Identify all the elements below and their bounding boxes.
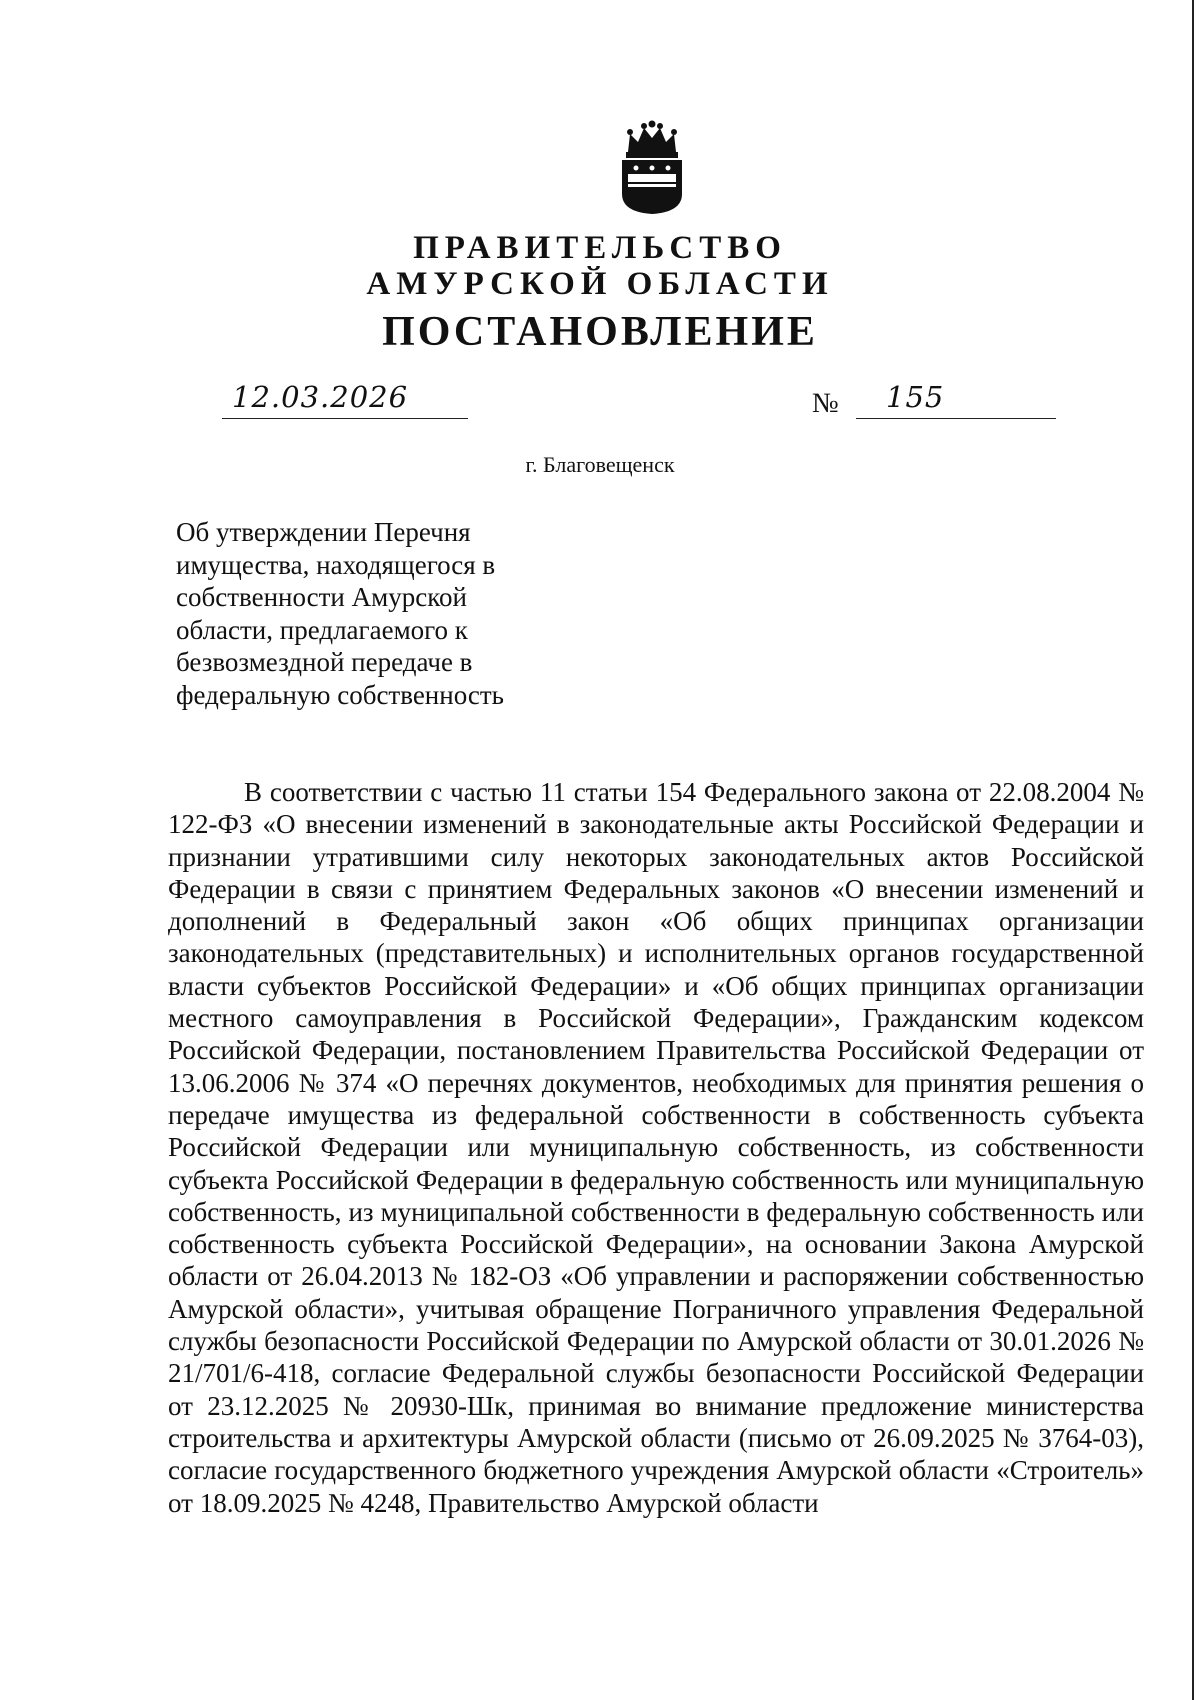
subject-line: собственности Амурской — [176, 582, 467, 612]
org-name-line-1: ПРАВИТЕЛЬСТВО — [413, 230, 787, 266]
subject-line: области, предлагаемого к — [176, 614, 468, 645]
date-field — [222, 380, 468, 419]
subject-line: имущества, находящегося в — [176, 549, 496, 580]
handwritten-date: 12.03.2026 — [232, 380, 409, 414]
document-subject — [176, 516, 556, 711]
org-name-line-2: АМУРСКОЙ ОБЛАСТИ — [366, 266, 834, 302]
city-name: г. Благовещенск — [525, 452, 675, 477]
handwritten-number: 155 — [886, 380, 945, 414]
body-paragraph: В соответствии с частью 11 статьи 154 Федерального закона от 22.08.2004 № 122-ФЗ «О внесении изменений в законодательные акты Российской Федерации и признании утратившими силу некоторых законодательных актов Российской Федерации в связи с принятием Федеральных законов «О внесении изменений и дополнений в Федеральный закон «Об общих принципах организации законодательных (представительных) и исполнительных органов государственной власти субъектов Российской Федерации» и «Об общих принципах организации местного самоуправления в Российской Федерации», Гражданским кодексом Российской Федерации, постановлением Правительства Российской Федерации от 13.06.2006 № 374 «О перечнях документов, необходимых для принятия решения о передаче имущества из федеральной собственности в собственность субъекта Российской Федерации или муниципальную собственность, из собственности субъекта Российской Федерации в федеральную собственность или муниципальную собственность, из муниципальной собственности в федеральную собственность или собственность субъекта Российской Федерации», на основании Закона Амурской области от 26.04.2013 № 182-ОЗ «Об управлении и распоряжении собственностью Амурской области», учитывая обращение Пограничного управления Федеральной службы безопасности Российской Федерации по Амурской области от 30.01.2026 № 21/701/6-418, согласие Федеральной службы безопасности Российской Федерации от 23.12.2025 № 20930-Шк, принимая во внимание предложение министерства строительства и архитектуры Амурской области (письмо от 26.09.2025 № 3764-03), согласие государственного бюджетного учреждения Амурской области «Строитель» от 18.09.2025 № 4248, Правительство Амурской области — [168, 777, 1144, 1518]
subject-line: безвозмездной передаче в — [176, 647, 473, 677]
number-field — [856, 380, 1056, 419]
coat-of-arms-icon — [618, 118, 686, 216]
subject-line: федеральную собственность — [176, 679, 504, 710]
number-sign: № — [812, 388, 839, 419]
subject-line: Об утверждении Перечня — [176, 517, 471, 547]
document-type-title: ПОСТАНОВЛЕНИЕ — [382, 309, 818, 355]
